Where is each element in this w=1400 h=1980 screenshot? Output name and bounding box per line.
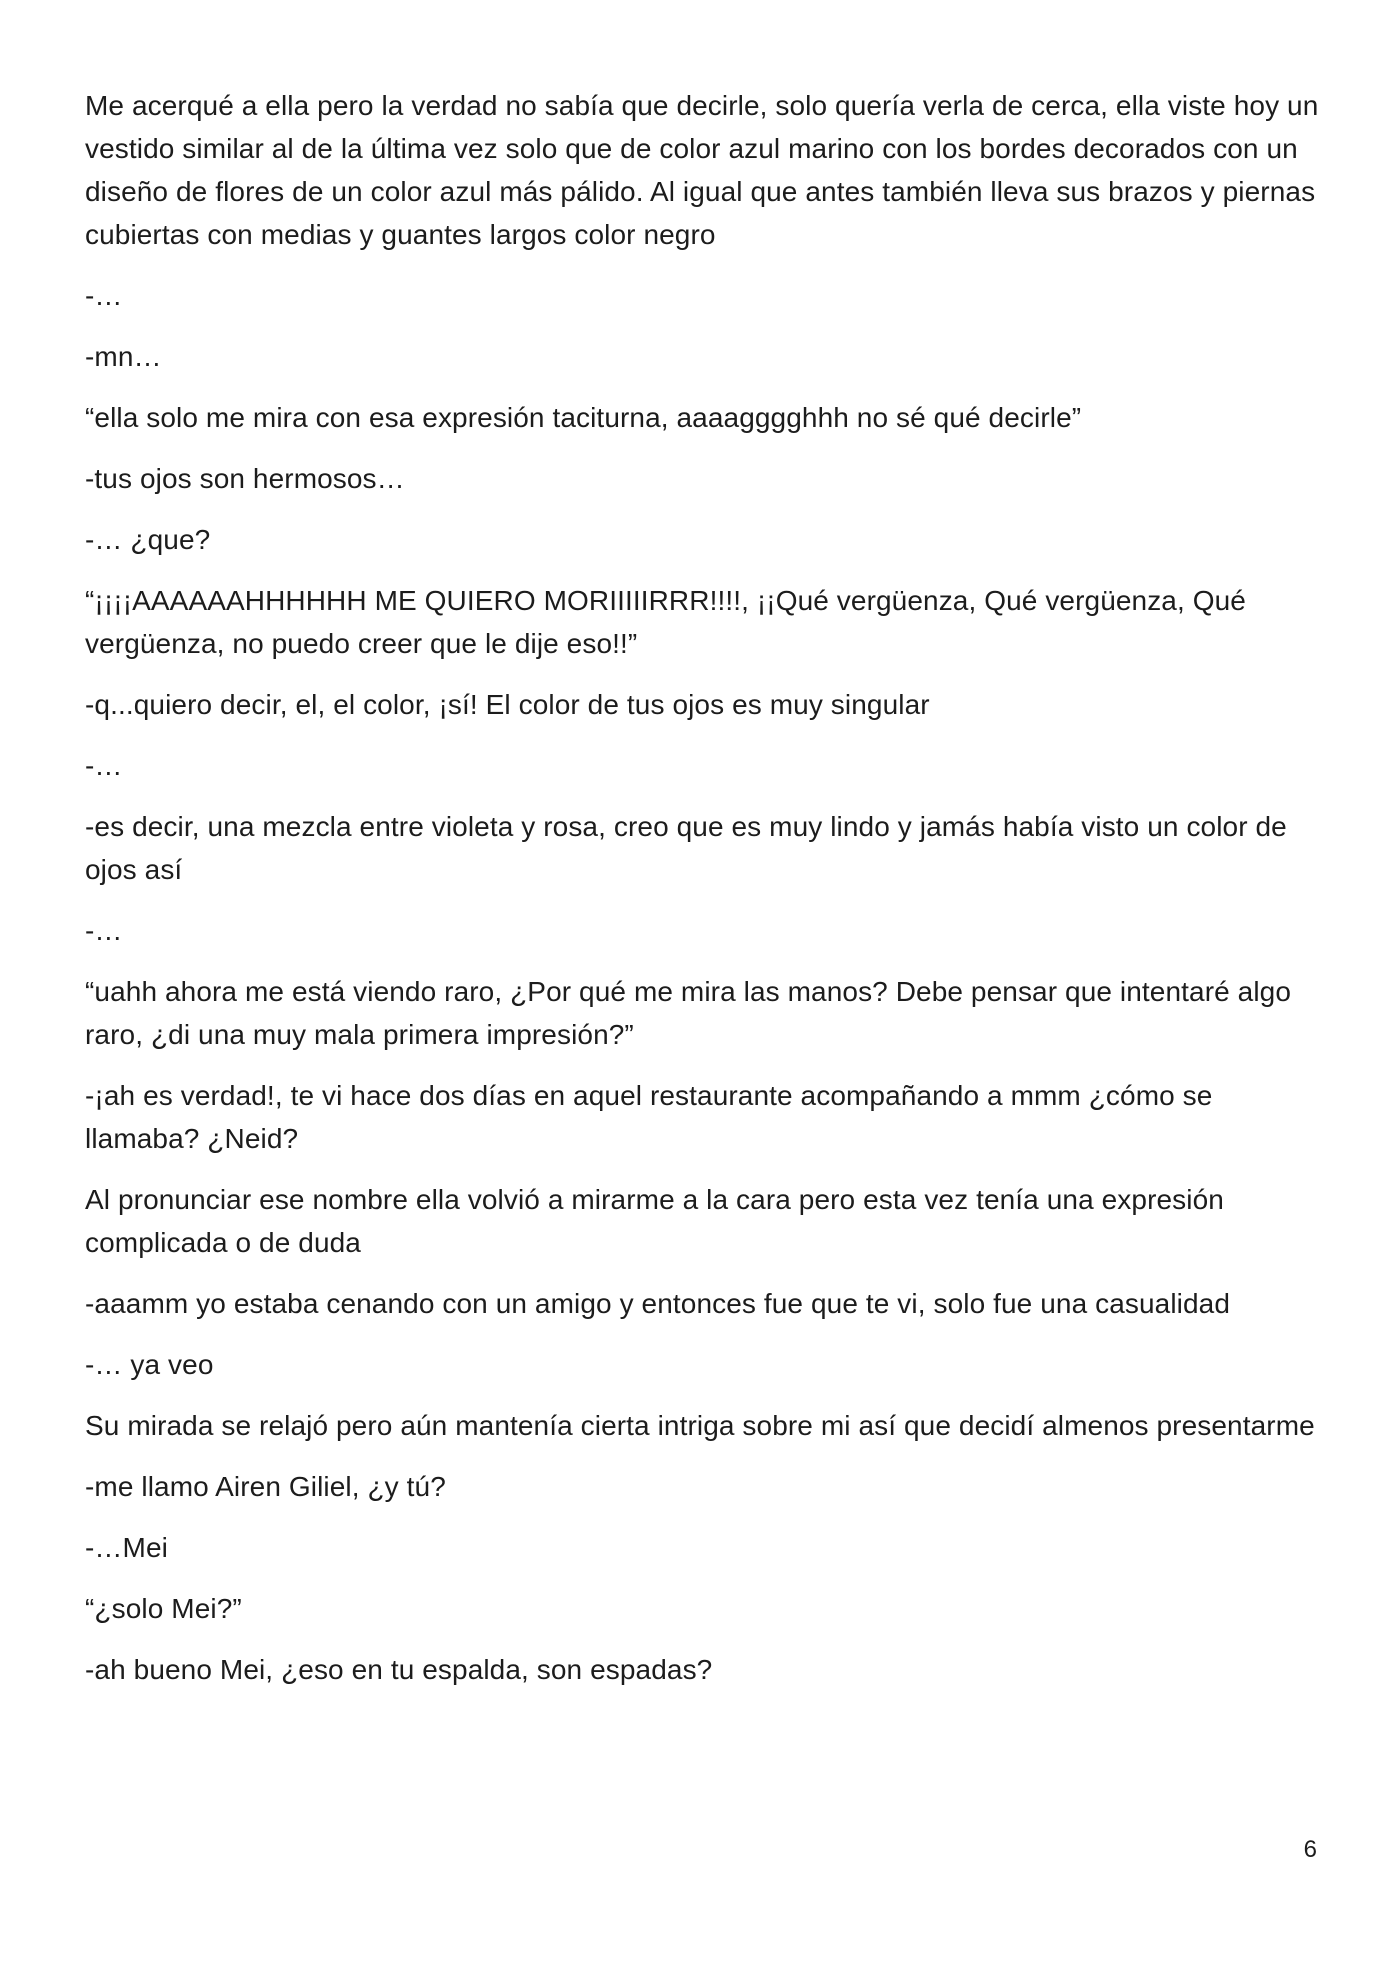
paragraph-6: -… ¿que? <box>85 524 211 555</box>
paragraph-16: -… ya veo <box>85 1349 214 1380</box>
paragraph-12: “uahh ahora me está viendo raro, ¿Por qué me mira las manos? Debe pensar que intentaré algo raro, ¿di una muy mala primera impresión?” <box>85 976 1292 1050</box>
paragraph-19: -…Mei <box>85 1532 168 1563</box>
paragraph-11: -… <box>85 915 123 946</box>
paragraph-3: -mn… <box>85 341 162 372</box>
paragraph-10: -es decir, una mezcla entre violeta y rosa, creo que es muy lindo y jamás había visto un color de ojos así <box>85 811 1287 885</box>
page-number: 6 <box>1303 1836 1317 1863</box>
paragraph-18: -me llamo Airen Giliel, ¿y tú? <box>85 1471 446 1502</box>
document-body <box>85 84 1325 1709</box>
paragraph-4: “ella solo me mira con esa expresión taciturna, aaaagggghhh no sé qué decirle” <box>85 402 1082 433</box>
paragraph-15: -aaamm yo estaba cenando con un amigo y entonces fue que te vi, solo fue una casualidad <box>85 1288 1230 1319</box>
paragraph-5: -tus ojos son hermosos… <box>85 463 405 494</box>
paragraph-2: -… <box>85 280 123 311</box>
paragraph-13: -¡ah es verdad!, te vi hace dos días en aquel restaurante acompañando a mmm ¿cómo se llamaba? ¿Neid? <box>85 1080 1213 1154</box>
paragraph-17: Su mirada se relajó pero aún mantenía cierta intriga sobre mi así que decidí almenos presentarme <box>85 1410 1315 1441</box>
paragraph-14: Al pronunciar ese nombre ella volvió a mirarme a la cara pero esta vez tenía una expresión complicada o de duda <box>85 1184 1224 1258</box>
paragraph-8: -q...quiero decir, el, el color, ¡sí! El color de tus ojos es muy singular <box>85 689 930 720</box>
paragraph-9: -… <box>85 750 123 781</box>
paragraph-20: “¿solo Mei?” <box>85 1593 242 1624</box>
paragraph-21: -ah bueno Mei, ¿eso en tu espalda, son espadas? <box>85 1654 713 1685</box>
paragraph-7: “¡¡¡¡AAAAAAHHHHHH ME QUIERO MORIIIIIRRR!!!!, ¡¡Qué vergüenza, Qué vergüenza, Qué vergüenza, no puedo creer que le dije eso!!” <box>85 585 1246 659</box>
paragraph-1: Me acerqué a ella pero la verdad no sabía que decirle, solo quería verla de cerca, ella viste hoy un vestido similar al de la última vez solo que de color azul marino con los bordes decorados con un diseño de flores de un color azul más pálido. Al igual que antes también lleva sus brazos y piernas cubiertas con medias y guantes largos color negro <box>85 90 1319 250</box>
